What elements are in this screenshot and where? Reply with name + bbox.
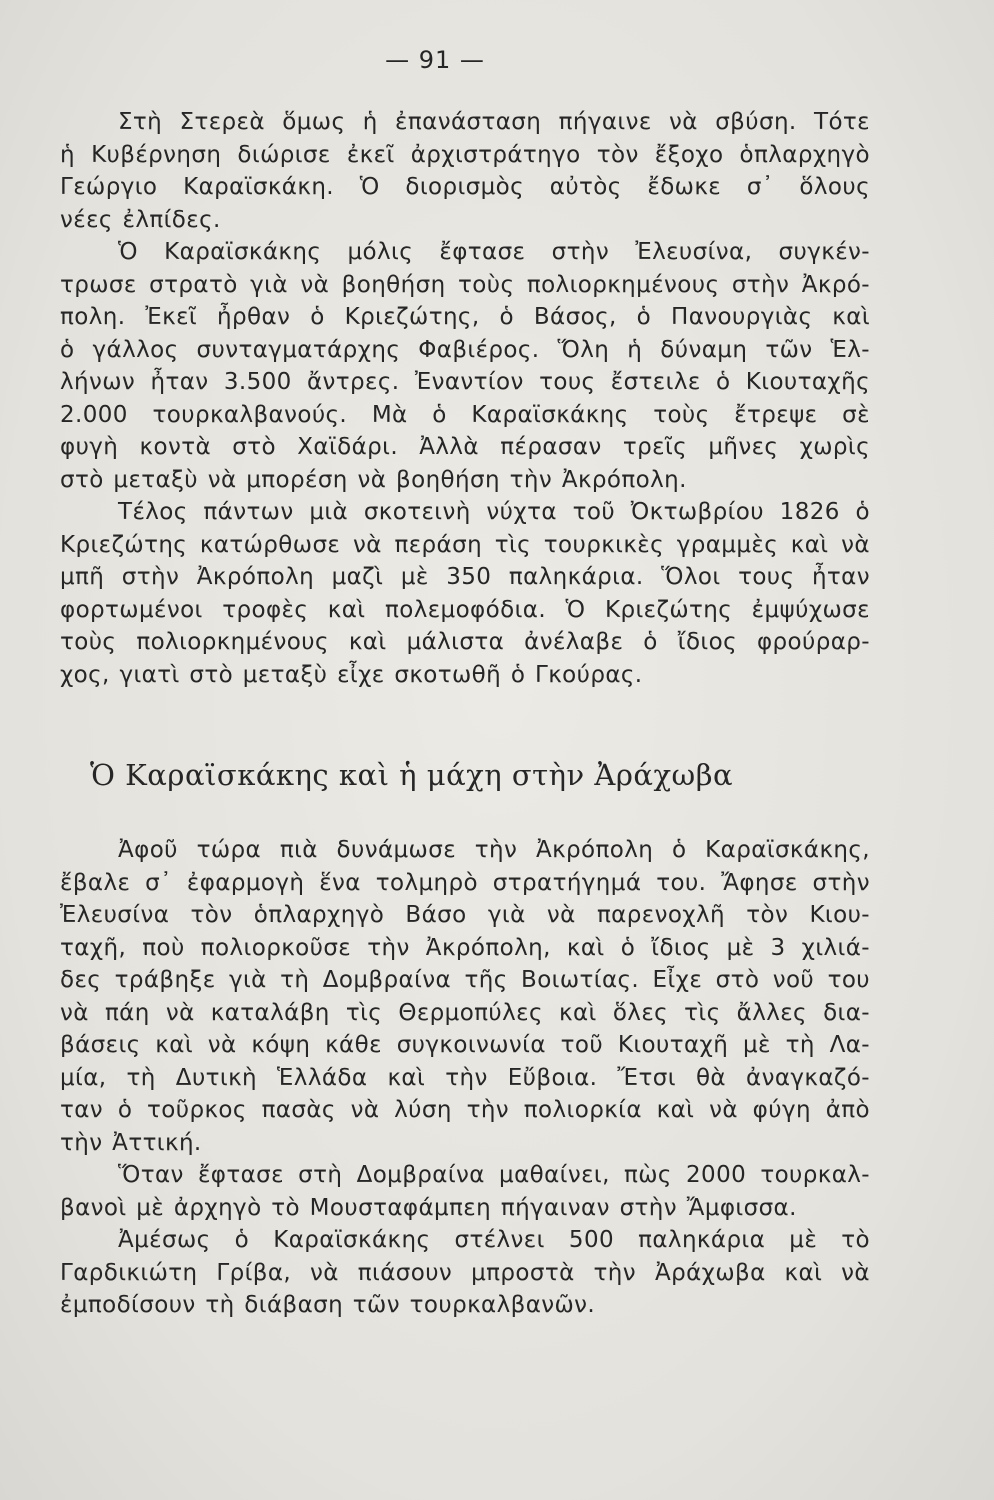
text-line: ἐμποδίσουν τὴ διάβαση τῶν τουρκαλβανῶν. xyxy=(60,1292,596,1318)
text-line: ἡ Κυβέρνηση διώρισε ἐκεῖ ἀρχιστράτηγο τὸν ἔξοχο ὁπλαρχηγὸ xyxy=(60,141,870,168)
text-line: ἔβαλε σ᾽ ἐφαρμογὴ ἕνα τολμηρὸ στρατήγημά του. Ἄφησε στὴν xyxy=(60,869,870,896)
text-line: δες τράβηξε γιὰ τὴ Δομβραίνα τῆς Βοιωτίας. Εἶχε στὸ νοῦ του xyxy=(60,967,870,993)
text-line: στὸ μεταξὺ νὰ μπορέση νὰ βοηθήση τὴν Ἀκρόπολη. xyxy=(60,466,687,493)
page-number: — 91 — xyxy=(385,46,485,74)
text-line: τοὺς πολιορκημένους καὶ μάλιστα ἀνέλαβε ὁ ἴδιος φρούραρ- xyxy=(60,629,870,655)
text-line: 2.000 τουρκαλβανούς. Μὰ ὁ Καραϊσκάκης τοὺς ἔτρεψε σὲ xyxy=(60,401,870,428)
text-line: χος, γιατὶ στὸ μεταξὺ εἶχε σκοτωθῆ ὁ Γκούρας. xyxy=(60,661,643,688)
text-line: ὁ γάλλος συνταγματάρχης Φαβιέρος. Ὅλη ἡ δύναμη τῶν Ἑλ- xyxy=(60,336,870,363)
text-line: πολη. Ἐκεῖ ἦρθαν ὁ Κριεζώτης, ὁ Βάσος, ὁ Πανουργιὰς καὶ xyxy=(60,304,870,330)
text-line: Ὅταν ἔφτασε στὴ Δομβραίνα μαθαίνει, πὼς 2000 τουρκαλ- xyxy=(118,1162,870,1188)
text-line: φορτωμένοι τροφὲς καὶ πολεμοφόδια. Ὁ Κριεζώτης ἐμψύχωσε xyxy=(60,596,870,623)
text-line: μία, τὴ Δυτικὴ Ἑλλάδα καὶ τὴν Εὔβοια. Ἔτσι θὰ ἀναγκαζό- xyxy=(60,1064,870,1091)
text-line: Κριεζώτης κατώρθωσε νὰ περάση τὶς τουρκικὲς γραμμὲς καὶ νὰ xyxy=(60,531,870,558)
text-line: νέες ἐλπίδες. xyxy=(60,206,221,233)
text-line: νὰ πάη νὰ καταλάβη τὶς Θερμοπύλες καὶ ὅλες τὶς ἄλλες δια- xyxy=(60,999,870,1026)
text-line: Γαρδικιώτη Γρίβα, νὰ πιάσουν μπροστὰ τὴν Ἀράχωβα καὶ νὰ xyxy=(60,1259,870,1286)
text-line: Τέλος πάντων μιὰ σκοτεινὴ νύχτα τοῦ Ὀκτωβρίου 1826 ὁ xyxy=(118,499,870,525)
text-line: Ἀμέσως ὁ Καραϊσκάκης στέλνει 500 παληκάρια μὲ τὸ xyxy=(118,1227,870,1253)
body-text-section-2 xyxy=(60,834,870,1322)
text-line: ταν ὁ τοῦρκος πασὰς νὰ λύση τὴν πολιορκία καὶ νὰ φύγη ἀπὸ xyxy=(60,1097,870,1123)
text-line: τρωσε στρατὸ γιὰ νὰ βοηθήση τοὺς πολιορκημένους στὴν Ἀκρό- xyxy=(60,271,870,298)
text-line: τὴν Ἀττική. xyxy=(60,1129,202,1156)
text-line: βανοὶ μὲ ἀρχηγὸ τὸ Μουσταφάμπεη πήγαιναν στὴν Ἄμφισσα. xyxy=(60,1194,797,1221)
body-text-section-1 xyxy=(60,106,870,691)
text-line: Ἀφοῦ τώρα πιὰ δυνάμωσε τὴν Ἀκρόπολη ὁ Καραϊσκάκης, xyxy=(118,837,870,863)
text-line: φυγὴ κοντὰ στὸ Χαϊδάρι. Ἀλλὰ πέρασαν τρεῖς μῆνες χωρὶς xyxy=(60,434,870,460)
text-line: Ὁ Καραϊσκάκης μόλις ἔφτασε στὴν Ἐλευσίνα, συγκέν- xyxy=(118,239,870,265)
text-line: Γεώργιο Καραϊσκάκη. Ὁ διορισμὸς αὐτὸς ἔδωκε σ᾽ ὅλους xyxy=(60,174,870,200)
text-line: ταχῆ, ποὺ πολιορκοῦσε τὴν Ἀκρόπολη, καὶ ὁ ἴδιος μὲ 3 χιλιά- xyxy=(60,934,870,961)
text-line: λήνων ἦταν 3.500 ἄντρες. Ἐναντίον τους ἔστειλε ὁ Κιουταχῆς xyxy=(60,369,870,395)
text-line: βάσεις καὶ νὰ κόψη κάθε συγκοινωνία τοῦ Κιουταχῆ μὲ τὴ Λα- xyxy=(60,1032,870,1058)
section-heading: Ὁ Καραϊσκάκης καὶ ἡ μάχη στὴν Ἀράχωβα xyxy=(90,758,734,792)
text-line: μπῆ στὴν Ἀκρόπολη μαζὶ μὲ 350 παληκάρια. Ὅλοι τους ἦταν xyxy=(60,564,870,590)
text-line: Στὴ Στερεὰ ὅμως ἡ ἐπανάσταση πήγαινε νὰ σβύση. Τότε xyxy=(118,109,870,135)
text-line: Ἐλευσίνα τὸν ὁπλαρχηγὸ Βάσο γιὰ νὰ παρενοχλῆ τὸν Κιου- xyxy=(60,902,870,928)
